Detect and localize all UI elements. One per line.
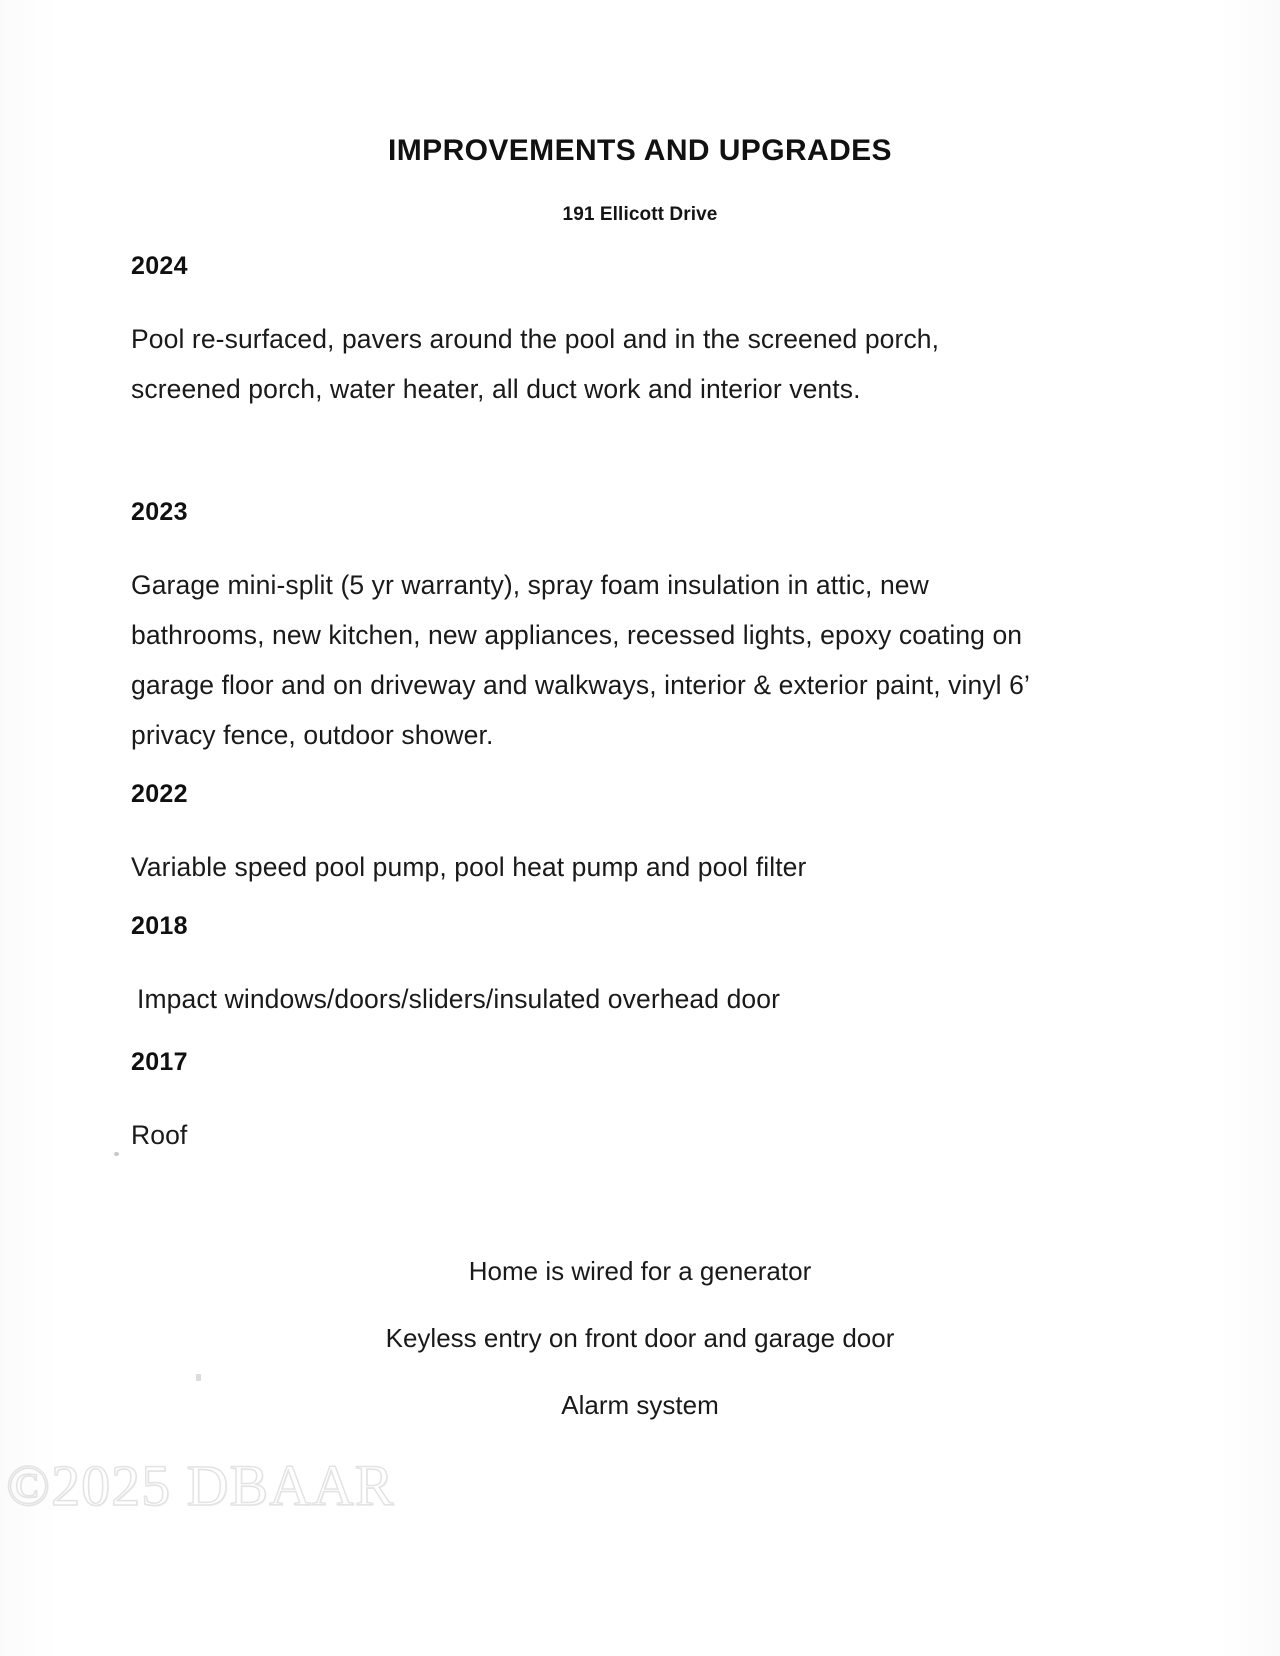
section-body-2017: Roof xyxy=(131,1120,188,1150)
property-address: 191 Ellicott Drive xyxy=(562,204,718,225)
year-heading-2018: 2018 xyxy=(131,912,188,940)
scan-speck xyxy=(196,1374,201,1381)
note-alarm-system: Alarm system xyxy=(561,1390,719,1420)
year-heading-2024: 2024 xyxy=(131,252,188,280)
note-generator: Home is wired for a generator xyxy=(468,1256,812,1286)
section-body-2023: Garage mini-split (5 yr warranty), spray foam insulation in attic, new bathrooms, new kitchen, new appliances, recessed lights, epoxy coating on garage floor and on driveway and walkways, interior & exterior paint, vinyl 6’ privacy fence, outdoor shower. xyxy=(131,570,1029,750)
year-heading-2017: 2017 xyxy=(131,1048,188,1076)
year-heading-2022: 2022 xyxy=(131,780,188,808)
page-title: IMPROVEMENTS AND UPGRADES xyxy=(388,134,892,167)
scan-speck xyxy=(114,1152,119,1156)
year-heading-2023: 2023 xyxy=(131,498,188,526)
section-body-2024: Pool re-surfaced, pavers around the pool and in the screened porch, screened porch, water heater, all duct work and interior vents. xyxy=(131,324,940,404)
copyright-watermark: ©2025 DBAAR xyxy=(6,1453,395,1518)
note-keyless-entry: Keyless entry on front door and garage door xyxy=(385,1323,895,1353)
section-body-2018: Impact windows/doors/sliders/insulated overhead door xyxy=(137,984,781,1014)
additional-features-notes xyxy=(0,1238,1280,1439)
section-body-2022: Variable speed pool pump, pool heat pump and pool filter xyxy=(131,852,807,882)
